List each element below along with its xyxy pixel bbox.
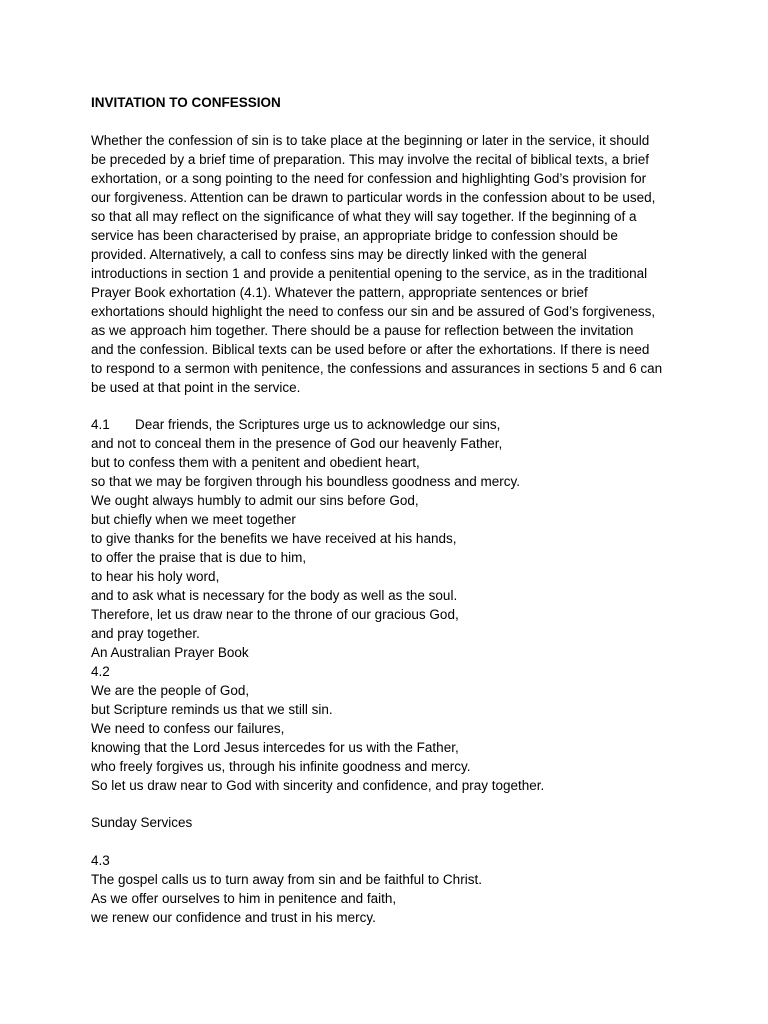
- intro-line: be used at that point in the service.: [91, 380, 301, 395]
- source-citation: An Australian Prayer Book: [91, 645, 249, 660]
- intro-line: exhortations should highlight the need to confess our sin and be assured of God’s forgiveness,: [91, 304, 656, 319]
- section-number: 4.2: [91, 664, 110, 679]
- prayer-line: We ought always humbly to admit our sins before God,: [91, 493, 419, 508]
- intro-line: as we approach him together. There should be a pause for reflection between the invitation: [91, 323, 634, 338]
- prayer-line: so that we may be forgiven through his boundless goodness and mercy.: [91, 474, 521, 489]
- intro-line: be preceded by a brief time of preparation. This may involve the recital of biblical texts, a brief: [91, 152, 650, 167]
- intro-line: exhortation, or a song pointing to the need for confession and highlighting God’s provision for: [91, 171, 647, 186]
- prayer-line: to offer the praise that is due to him,: [91, 550, 307, 565]
- prayer-line: who freely forgives us, through his infinite goodness and mercy.: [91, 759, 471, 774]
- prayer-line: and pray together.: [91, 626, 200, 641]
- intro-paragraph: [91, 131, 711, 397]
- prayer-line: Dear friends, the Scriptures urge us to acknowledge our sins,: [135, 417, 501, 432]
- prayer-line: So let us draw near to God with sincerity and confidence, and pray together.: [91, 778, 545, 793]
- prayer-line: knowing that the Lord Jesus intercedes for us with the Father,: [91, 740, 459, 755]
- intro-line: service has been characterised by praise, an appropriate bridge to confession should be: [91, 228, 618, 243]
- prayer-line: and to ask what is necessary for the body as well as the soul.: [91, 588, 458, 603]
- intro-line: so that all may reflect on the significance of what they will say together. If the beginning of a: [91, 209, 637, 224]
- section-4-1-first-line: [91, 415, 711, 434]
- prayer-line: but Scripture reminds us that we still sin.: [91, 702, 333, 717]
- page-title: INVITATION TO CONFESSION: [91, 95, 281, 110]
- prayer-line: to give thanks for the benefits we have received at his hands,: [91, 531, 457, 546]
- prayer-line: but to confess them with a penitent and obedient heart,: [91, 455, 420, 470]
- intro-line: Prayer Book exhortation (4.1). Whatever the pattern, appropriate sentences or brief: [91, 285, 588, 300]
- section-number: 4.3: [91, 853, 110, 868]
- section-number: 4.1: [91, 417, 110, 432]
- prayer-line: The gospel calls us to turn away from sin and be faithful to Christ.: [91, 872, 482, 887]
- prayer-line: We need to confess our failures,: [91, 721, 285, 736]
- prayer-line: and not to conceal them in the presence of God our heavenly Father,: [91, 436, 503, 451]
- intro-line: Whether the confession of sin is to take place at the beginning or later in the service, it should: [91, 133, 650, 148]
- prayer-line: we renew our confidence and trust in his mercy.: [91, 910, 376, 925]
- section-4-3: [91, 851, 711, 927]
- intro-line: our forgiveness. Attention can be drawn to particular words in the confession about to be used,: [91, 190, 656, 205]
- prayer-line: As we offer ourselves to him in penitence and faith,: [91, 891, 397, 906]
- prayer-line: but chiefly when we meet together: [91, 512, 296, 527]
- source-citation: Sunday Services: [91, 815, 193, 830]
- intro-line: to respond to a sermon with penitence, the confessions and assurances in sections 5 and 6 can: [91, 361, 663, 376]
- section-4-2-source: [91, 813, 711, 832]
- section-4-1: [91, 415, 711, 795]
- prayer-line: We are the people of God,: [91, 683, 250, 698]
- intro-line: introductions in section 1 and provide a penitential opening to the service, as in the traditional: [91, 266, 648, 281]
- prayer-line: Therefore, let us draw near to the throne of our gracious God,: [91, 607, 459, 622]
- intro-line: provided. Alternatively, a call to confess sins may be directly linked with the general: [91, 247, 587, 262]
- prayer-line: to hear his holy word,: [91, 569, 220, 584]
- intro-line: and the confession. Biblical texts can be used before or after the exhortations. If there is need: [91, 342, 650, 357]
